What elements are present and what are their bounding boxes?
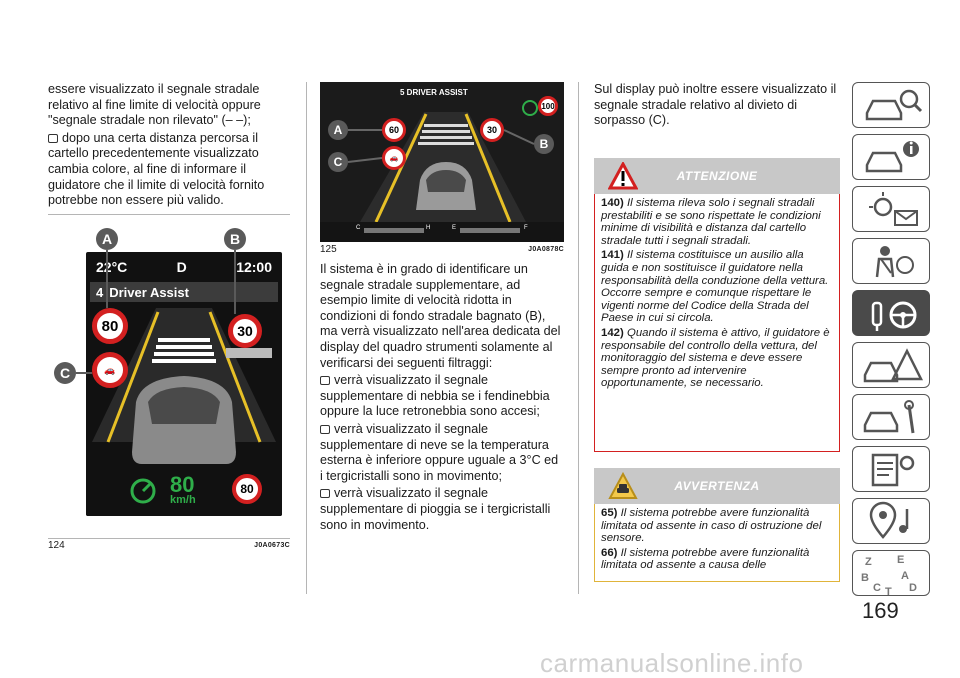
callout-c: C (54, 362, 76, 384)
cluster-display-124 (86, 252, 282, 516)
speed-assist-icon (128, 476, 158, 506)
checkbox-bullet-icon (320, 376, 330, 385)
clock-readout: 12:00 (236, 259, 272, 275)
tab-starting-driving[interactable] (852, 290, 930, 336)
col2-item1: verrà visualizzato il segnale supplementare di nebbia se i fendinebbia oppure la luce retronebbia sono accesi; (320, 373, 550, 419)
figure-code: J0A0673C (254, 542, 290, 549)
callout-b: B (224, 228, 246, 250)
menu-number: 4 (96, 284, 104, 300)
col1-para2: dopo una certa distanza percorsa il cartello precedentemente visualizzato cambia colore, al fine di informare il guidatore che il limite di velocità fornito potrebbe non essere più valido. (48, 130, 265, 208)
tab-multimedia[interactable] (852, 498, 930, 544)
note-140: 140) Il sistema rileva solo i segnali stradali prestabiliti e se sono rispettate le condizioni minime di visibilità e distanza dal cartello stradale tutti i segnali stradali. (601, 197, 821, 247)
gear-readout: D (176, 259, 187, 275)
attenzione-title: ATTENZIONE (676, 169, 758, 183)
col2-para1: Il sistema è in grado di identificare un segnale stradale supplementare, ad esempio limite di velocità ridotta in condizioni di fondo stradale bagnato (B), ma verrà visualizzato nell'area dedicata del display del quadro strumenti solamente al verificarsi dei seguenti filtraggi: (320, 262, 561, 370)
car-search-icon (853, 83, 931, 129)
figure-125 (320, 82, 564, 242)
warning-light-icon (853, 187, 931, 233)
speed-limit-sign-b: 30 (480, 118, 504, 142)
callout-b: B (534, 134, 554, 154)
attenzione-body (594, 194, 840, 452)
tab-safety[interactable] (852, 238, 930, 284)
temperature-readout: 22°C (96, 259, 128, 275)
column-2 (320, 262, 564, 535)
index-letter: D (909, 582, 917, 594)
callout-a: A (96, 228, 118, 250)
index-letter: T (885, 586, 892, 597)
figure-number: 125 (320, 244, 337, 255)
speed-unit: km/h (170, 494, 196, 506)
checkbox-bullet-icon (48, 134, 58, 143)
menu-label: Driver Assist (109, 284, 189, 300)
speed-limit-sign-a: 80 (92, 308, 128, 344)
divider (48, 214, 290, 215)
speed-limit-sign-bottom: 80 (232, 474, 262, 504)
tab-maintenance[interactable] (852, 394, 930, 440)
figure-124 (48, 224, 290, 536)
divider (48, 538, 290, 539)
display-title: 5 DRIVER ASSIST (400, 88, 468, 97)
attenzione-header (594, 158, 840, 194)
tab-lights-messages[interactable] (852, 186, 930, 232)
page-number: 169 (862, 598, 899, 623)
alphabet-index-icon (853, 551, 931, 597)
attenzione-box (594, 158, 840, 452)
index-letter: E (897, 554, 905, 566)
document-gear-icon (853, 447, 931, 493)
note-66: 66) Il sistema potrebbe avere funzionalità limitata od assente a causa delle (601, 546, 810, 572)
car-warning-triangle-icon (853, 343, 931, 389)
note-65: 65) Il sistema potrebbe avere funzionalità limitata od assente in caso di ostruzione del sensore. (601, 507, 822, 545)
gauge-cold-label: C (356, 225, 361, 231)
figure-number: 124 (48, 540, 65, 551)
car-wrench-icon (853, 395, 931, 441)
col3-para1: Sul display può inoltre essere visualizzato il segnale stradale relativo al divieto di sorpasso (C). (594, 82, 837, 128)
index-letter: A (901, 570, 909, 582)
figure-code: J0A0878C (528, 246, 564, 253)
index-letter: B (861, 572, 869, 584)
speed-limit-sign-b: 30 (228, 314, 262, 348)
no-overtaking-sign-icon: 🚗 (382, 146, 406, 170)
gauge-full-label: F (524, 225, 528, 231)
index-letter: Z (865, 556, 872, 568)
column-3 (594, 82, 840, 131)
figure-125-caption (320, 244, 564, 255)
avvertenza-title: AVVERTENZA (674, 479, 760, 493)
callout-a: A (328, 120, 348, 140)
avvertenza-box (594, 468, 840, 582)
column-divider (306, 82, 307, 594)
car-caution-triangle-icon (608, 472, 638, 500)
callout-c: C (328, 152, 348, 172)
tab-index[interactable] (852, 550, 930, 596)
location-music-icon (853, 499, 931, 545)
speed-assist-icon (520, 98, 540, 118)
tab-dashboard-knowledge[interactable] (852, 82, 930, 128)
tab-safety-info[interactable] (852, 134, 930, 180)
note-141: 141) Il sistema costituisce un ausilio alla guida e non sostituisce il guidatore nella responsabilità della conduzione della vettura. Occorre sempre e comunque rispettare le vigenti norme del Codice della Strada del Paese in cui si circola. (601, 249, 829, 325)
rain-supplementary-plate (226, 348, 272, 358)
avvertenza-header (594, 468, 840, 504)
key-steering-wheel-icon (853, 291, 931, 337)
no-overtaking-sign-icon: 🚗 (92, 352, 128, 388)
seatbelt-person-icon (853, 239, 931, 285)
speed-limit-sign-a: 60 (382, 118, 406, 142)
gauge-empty-label: E (452, 225, 457, 231)
gauge-hot-label: H (426, 225, 431, 231)
checkbox-bullet-icon (320, 489, 330, 498)
speed-limit-sign-top: 100 (538, 96, 558, 116)
tab-emergency[interactable] (852, 342, 930, 388)
checkbox-bullet-icon (320, 425, 330, 434)
car-info-icon (853, 135, 931, 181)
index-letter: C (873, 582, 881, 594)
note-142: 142) Quando il sistema è attivo, il guidatore è responsabile del controllo della vettura, del monitoraggio del sistema e deve essere sempre pronto ad intervenire opportunamente, se necessario. (601, 326, 830, 390)
col1-para1: essere visualizzato il segnale stradale relativo al fine limite di velocità oppure "segnale stradale non rilevato" (– –); (48, 82, 261, 128)
avvertenza-body (594, 504, 840, 582)
tab-technical-data[interactable] (852, 446, 930, 492)
watermark: carmanualsonline.info (540, 648, 804, 678)
col2-item3: verrà visualizzato il segnale supplementare di pioggia se i tergicristalli sono in movimento. (320, 486, 551, 532)
col2-item2: verrà visualizzato il segnale supplementare di neve se la temperatura esterna è inferiore oppure uguale a 3°C ed i tergicristalli sono in movimento; (320, 421, 559, 483)
figure-124-caption (48, 540, 290, 551)
column-divider (578, 82, 579, 594)
current-speed: 80 (170, 472, 195, 497)
warning-triangle-icon (608, 162, 638, 190)
column-1 (48, 82, 292, 211)
